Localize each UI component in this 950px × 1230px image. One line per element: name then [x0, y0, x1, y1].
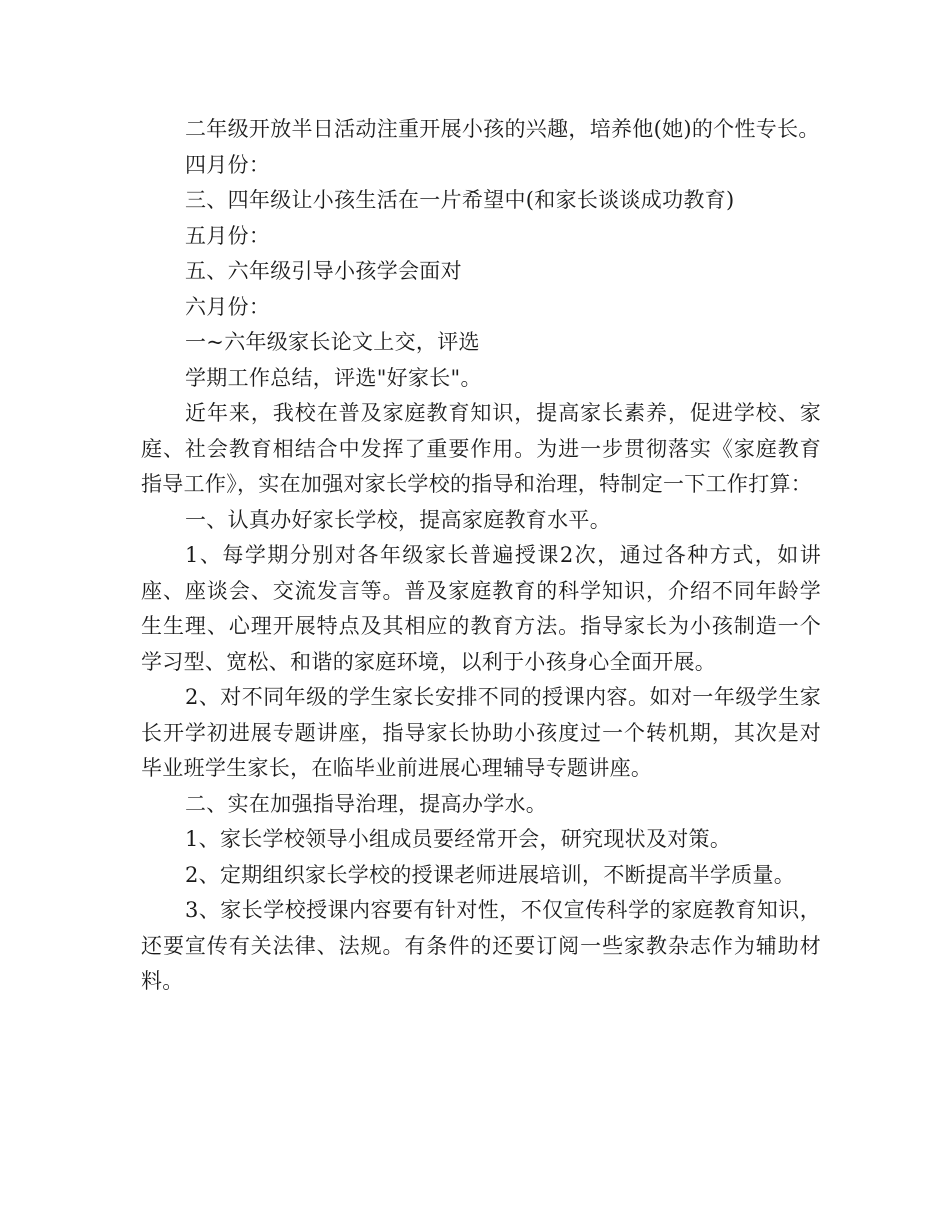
paragraph: 1、家长学校领导小组成员要经常开会，研究现状及对策。	[185, 827, 732, 851]
paragraph: 二年级开放半日活动注重开展小孩的兴趣，培养他(她)的个性专长。	[185, 117, 820, 141]
paragraph: 三、四年级让小孩生活在一片希望中(和家长谈谈成功教育)	[185, 188, 735, 212]
paragraph: 五月份：	[185, 223, 271, 248]
paragraph: 一、认真办好家长学校，提高家庭教育水平。	[185, 507, 611, 532]
paragraph: 四月份：	[185, 152, 271, 177]
paragraph: 五、六年级引导小孩学会面对	[185, 259, 462, 283]
paragraph: 一~六年级家长论文上交，评选	[185, 330, 480, 354]
paragraph: 学期工作总结，评选"好家长"。	[185, 365, 482, 390]
paragraph: 2、定期组织家长学校的授课老师进展培训，不断提高半学质量。	[185, 862, 796, 887]
document-body	[141, 112, 821, 1000]
paragraph: 1、每学期分别对各年级家长普遍授课2次，通过各种方式，如讲座、座谈会、交流发言等。普及家庭教育的科学知识，介绍不同年龄学生生理、心理开展特点及其相应的教育方法。指导家长为小孩制造一个学习型、宽松、和谐的家庭环境，以利于小孩身心全面开展。	[141, 543, 821, 674]
paragraph: 2、对不同年级的学生家长安排不同的授课内容。如对一年级学生家长开学初进展专题讲座，指导家长协助小孩度过一个转机期，其次是对毕业班学生家长，在临毕业前进展心理辅导专题讲座。	[141, 685, 821, 780]
paragraph: 六月份：	[185, 294, 271, 319]
paragraph: 二、实在加强指导治理，提高办学水。	[185, 791, 548, 816]
paragraph: 3、家长学校授课内容要有针对性，不仅宣传科学的家庭教育知识，还要宣传有关法律、法规。有条件的还要订阅一些家教杂志作为辅助材料。	[141, 898, 821, 993]
paragraph: 近年来，我校在普及家庭教育知识，提高家长素养，促进学校、家庭、社会教育相结合中发挥了重要作用。为进一步贯彻落实《家庭教育指导工作》，实在加强对家长学校的指导和治理，特制定一下工作打算：	[141, 401, 821, 496]
